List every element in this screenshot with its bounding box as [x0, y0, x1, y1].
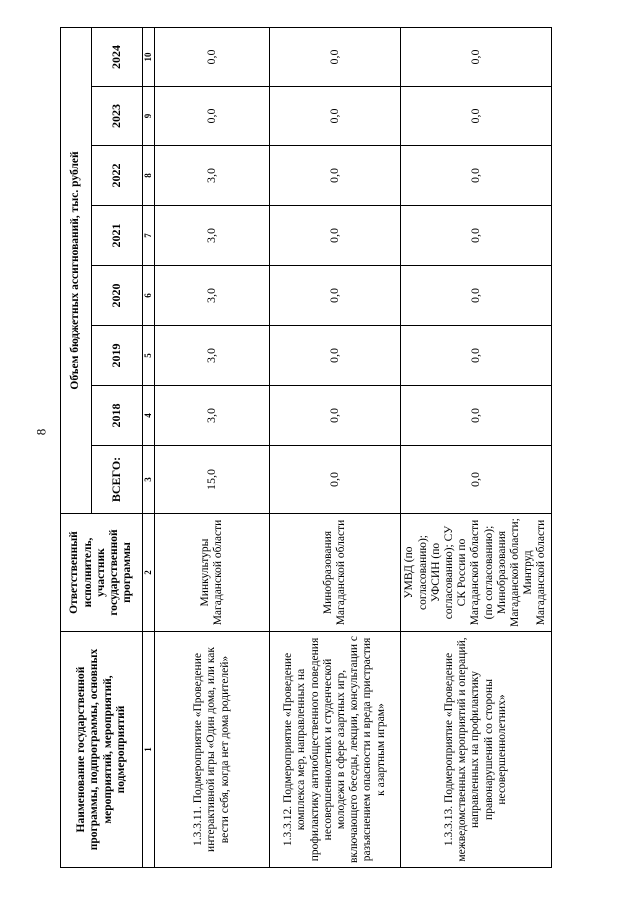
header-budget-group: Объем бюджетных ассигнований, тыс. рублей [61, 28, 92, 514]
column-index: 4 [143, 386, 155, 446]
row-value-2024: 0,0 [155, 28, 270, 87]
row-responsible: Минобразования Магаданской области [270, 514, 401, 632]
header-year-2019: 2019 [92, 326, 143, 386]
header-year-2018: 2018 [92, 386, 143, 446]
table-row [270, 28, 401, 868]
row-value-2021: 0,0 [401, 206, 552, 266]
row-value-2022: 0,0 [401, 146, 552, 206]
row-value-2024: 0,0 [401, 28, 552, 87]
row-value-2023: 0,0 [270, 87, 401, 146]
row-value-2018: 0,0 [270, 386, 401, 446]
row-value-2022: 3,0 [155, 146, 270, 206]
row-value-2021: 0,0 [270, 206, 401, 266]
row-value-2020: 3,0 [155, 266, 270, 326]
column-index: 9 [143, 87, 155, 146]
header-total: ВСЕГО: [92, 446, 143, 514]
column-index: 8 [143, 146, 155, 206]
row-value-2019: 0,0 [401, 326, 552, 386]
row-name: 1.3.3.12. Подмероприятие «Проведение комплекса мер, направленных на профилактику антиобщественного поведения несовершеннолетних и студенческой молодежи в сфере азартных игр, включающего беседы, лекции, консультации с разъяснением опасности и вреда пристрастия к азартным играм» [270, 632, 401, 868]
row-value-total: 0,0 [401, 446, 552, 514]
column-index: 5 [143, 326, 155, 386]
row-value-2018: 3,0 [155, 386, 270, 446]
column-index: 1 [143, 632, 155, 868]
column-index: 3 [143, 446, 155, 514]
column-index-row [143, 28, 155, 868]
row-name: 1.3.3.11. Подмероприятие «Проведение интерактивной игры «Один дома, или как вести себя, когда нет дома родителей» [155, 632, 270, 868]
header-year-2022: 2022 [92, 146, 143, 206]
row-responsible: УМВД (по согласованию); УФСИН (по согласованию); СУ СК России по Магаданской области (по согласованию); Минобразования Магаданской области; Минтруд Магаданской области [401, 514, 552, 632]
rotated-table-container [60, 28, 548, 868]
header-year-2020: 2020 [92, 266, 143, 326]
header-year-2024: 2024 [92, 28, 143, 87]
row-value-2023: 0,0 [155, 87, 270, 146]
header-name: Наименование государственной программы, подпрограммы, основных мероприятий, мероприятий, подмероприятий [61, 632, 143, 868]
column-index: 6 [143, 266, 155, 326]
table-row [155, 28, 270, 868]
column-index: 7 [143, 206, 155, 266]
row-value-2023: 0,0 [401, 87, 552, 146]
page-number: 8 [33, 428, 49, 436]
row-value-2019: 0,0 [270, 326, 401, 386]
column-index: 10 [143, 28, 155, 87]
row-name: 1.3.3.13. Подмероприятие «Проведение межведомственных мероприятий и операций, направленных на профилактику правонарушений со стороны несовершеннолетних» [401, 632, 552, 868]
row-value-2020: 0,0 [270, 266, 401, 326]
row-value-2021: 3,0 [155, 206, 270, 266]
header-year-2023: 2023 [92, 87, 143, 146]
header-responsible: Ответственный исполнитель, участник государственной программы [61, 514, 143, 632]
row-value-total: 0,0 [270, 446, 401, 514]
table-row [401, 28, 552, 868]
row-responsible: Минкультуры Магаданской области [155, 514, 270, 632]
column-index: 2 [143, 514, 155, 632]
row-value-2020: 0,0 [401, 266, 552, 326]
row-value-total: 15,0 [155, 446, 270, 514]
row-value-2018: 0,0 [401, 386, 552, 446]
row-value-2019: 3,0 [155, 326, 270, 386]
header-year-2021: 2021 [92, 206, 143, 266]
row-value-2024: 0,0 [270, 28, 401, 87]
row-value-2022: 0,0 [270, 146, 401, 206]
budget-table [60, 27, 552, 868]
